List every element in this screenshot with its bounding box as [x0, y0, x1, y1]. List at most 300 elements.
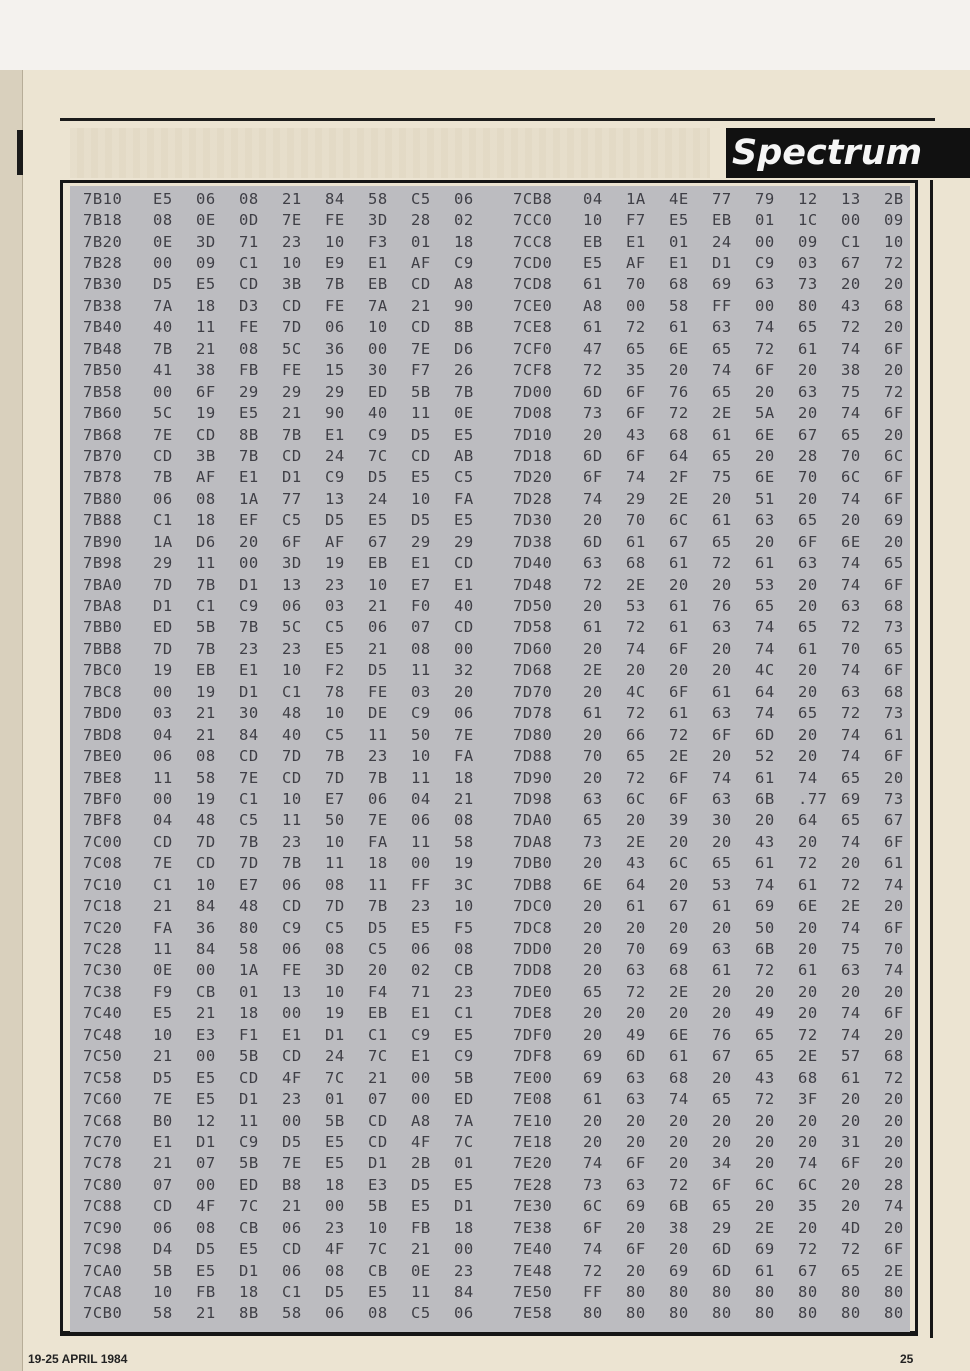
hex-byte: 02 — [454, 211, 474, 230]
hex-row — [83, 960, 497, 981]
hex-byte: 32 — [454, 661, 474, 680]
hex-byte: CD — [282, 1047, 302, 1066]
hex-byte: 4F — [325, 1240, 345, 1259]
hex-byte: 61 — [755, 554, 775, 573]
hex-byte: 06 — [282, 1261, 302, 1280]
hex-address: 7CA8 — [83, 1283, 123, 1302]
hex-byte: 11 — [282, 811, 302, 830]
hex-byte: 64 — [755, 682, 775, 701]
hex-byte: 66 — [626, 725, 646, 744]
hex-byte: 10 — [282, 789, 302, 808]
hex-byte: 69 — [755, 897, 775, 916]
hex-byte: 70 — [798, 468, 818, 487]
hex-byte: 0E — [411, 1261, 431, 1280]
issue-date: 19-25 APRIL 1984 — [28, 1352, 128, 1366]
hex-row — [513, 1303, 927, 1324]
hex-row — [513, 488, 927, 509]
hex-byte: 7B — [325, 747, 345, 766]
hex-byte: 72 — [755, 961, 775, 980]
hex-byte: 67 — [798, 425, 818, 444]
hex-byte: 6F — [669, 682, 689, 701]
hex-byte: 72 — [712, 554, 732, 573]
hex-byte: 00 — [626, 296, 646, 315]
hex-byte: 65 — [583, 811, 603, 830]
hex-byte: 74 — [884, 875, 904, 894]
hex-address: 7DF8 — [513, 1047, 553, 1066]
hex-byte: C1 — [196, 597, 216, 616]
hex-byte: C1 — [368, 1025, 388, 1044]
hex-byte: 7B — [196, 639, 216, 658]
hex-address: 7D88 — [513, 747, 553, 766]
hex-row — [513, 1153, 927, 1174]
hex-byte: 21 — [153, 1047, 173, 1066]
hex-byte: EB — [368, 1004, 388, 1023]
hex-byte: 69 — [841, 789, 861, 808]
hex-byte: F5 — [454, 918, 474, 937]
hex-address: 7B50 — [83, 361, 123, 380]
hex-row — [83, 1260, 497, 1281]
hex-byte: 76 — [712, 1025, 732, 1044]
hex-byte: 69 — [583, 1047, 603, 1066]
hex-byte: 61 — [712, 425, 732, 444]
hex-byte: C9 — [368, 425, 388, 444]
hex-byte: B0 — [153, 1111, 173, 1130]
hex-byte: 18 — [239, 1004, 259, 1023]
hex-byte: C9 — [282, 918, 302, 937]
hex-byte: E5 — [368, 511, 388, 530]
hex-byte: 20 — [755, 532, 775, 551]
hex-byte: 08 — [196, 1218, 216, 1237]
hex-byte: 6F — [884, 404, 904, 423]
hex-byte: 5B — [454, 1068, 474, 1087]
hex-byte: 61 — [712, 961, 732, 980]
hex-byte: 31 — [841, 1132, 861, 1151]
hex-byte: 43 — [755, 1068, 775, 1087]
hex-byte: 72 — [583, 575, 603, 594]
hex-byte: 08 — [411, 639, 431, 658]
hex-byte: D1 — [239, 1090, 259, 1109]
hex-byte: D5 — [153, 1068, 173, 1087]
hex-byte: 2E — [669, 982, 689, 1001]
hex-byte: 58 — [239, 940, 259, 959]
hex-byte: 04 — [411, 789, 431, 808]
hex-byte: DE — [368, 704, 388, 723]
hex-row — [83, 402, 497, 423]
hex-byte: F1 — [239, 1025, 259, 1044]
hex-byte: 20 — [669, 661, 689, 680]
hex-address: 7C58 — [83, 1068, 123, 1087]
hex-row — [83, 1238, 497, 1259]
hex-byte: 00 — [153, 682, 173, 701]
hex-address: 7E10 — [513, 1111, 553, 1130]
hex-byte: 01 — [411, 232, 431, 251]
hex-byte: 72 — [626, 318, 646, 337]
hex-byte: FF — [411, 875, 431, 894]
hex-byte: 10 — [583, 211, 603, 230]
hex-byte: 0E — [196, 211, 216, 230]
hex-address: 7E28 — [513, 1175, 553, 1194]
hex-address: 7E08 — [513, 1090, 553, 1109]
hex-byte: 00 — [755, 296, 775, 315]
hex-byte: 06 — [153, 747, 173, 766]
hex-byte: 6F — [669, 639, 689, 658]
hex-byte: 11 — [368, 875, 388, 894]
hex-byte: 36 — [325, 339, 345, 358]
hex-byte: 49 — [755, 1004, 775, 1023]
hex-byte: 74 — [583, 489, 603, 508]
hex-byte: 43 — [626, 425, 646, 444]
hex-byte: 06 — [153, 489, 173, 508]
hex-row — [83, 1110, 497, 1131]
hex-byte: 11 — [411, 1283, 431, 1302]
hex-byte: AF — [411, 254, 431, 273]
hex-byte: 20 — [755, 1197, 775, 1216]
hex-byte: 61 — [669, 618, 689, 637]
hex-byte: C1 — [239, 789, 259, 808]
hex-address: 7B88 — [83, 511, 123, 530]
hex-row — [83, 981, 497, 1002]
hex-byte: C5 — [411, 1304, 431, 1323]
hex-byte: 00 — [411, 1068, 431, 1087]
hex-row — [513, 188, 927, 209]
hex-address: 7D18 — [513, 446, 553, 465]
hex-byte: 36 — [196, 918, 216, 937]
hex-row — [83, 274, 497, 295]
hex-row — [513, 638, 927, 659]
hex-row — [513, 295, 927, 316]
hex-address: 7CB0 — [83, 1304, 123, 1323]
hex-row — [513, 617, 927, 638]
hex-byte: 74 — [583, 1154, 603, 1173]
hex-byte: F7 — [411, 361, 431, 380]
hex-byte: 6C — [841, 468, 861, 487]
hex-row — [83, 1067, 497, 1088]
hex-byte: 08 — [454, 811, 474, 830]
page-number: 25 — [900, 1352, 914, 1366]
hex-address: 7DA8 — [513, 832, 553, 851]
hex-address: 7CC0 — [513, 211, 553, 230]
hex-byte: 73 — [884, 618, 904, 637]
hex-byte: 40 — [454, 597, 474, 616]
hex-byte: 6F — [884, 747, 904, 766]
hex-byte: CD — [153, 446, 173, 465]
page-binding-fold — [0, 70, 22, 1371]
hex-byte: 7B — [325, 275, 345, 294]
hex-address: 7C08 — [83, 854, 123, 873]
hex-byte: 77 — [712, 189, 732, 208]
hex-address: 7BF8 — [83, 811, 123, 830]
hex-byte: 6F — [798, 532, 818, 551]
hex-byte: D4 — [153, 1240, 173, 1259]
hex-address: 7BC0 — [83, 661, 123, 680]
hex-byte: 6E — [798, 897, 818, 916]
hex-byte: 74 — [755, 639, 775, 658]
hex-byte: 49 — [626, 1025, 646, 1044]
hex-byte: CD — [282, 446, 302, 465]
hex-byte: 74 — [798, 768, 818, 787]
listing-right-rule — [930, 180, 933, 1338]
hex-byte: E5 — [239, 404, 259, 423]
hex-row — [83, 188, 497, 209]
hex-row — [513, 1024, 927, 1045]
hex-byte: 6F — [669, 789, 689, 808]
hex-address: 7C38 — [83, 982, 123, 1001]
hex-byte: 75 — [712, 468, 732, 487]
hex-byte: EF — [239, 511, 259, 530]
hex-row — [83, 381, 497, 402]
hex-address: 7D00 — [513, 382, 553, 401]
hex-byte: C9 — [454, 254, 474, 273]
hex-byte: 20 — [884, 1090, 904, 1109]
hex-byte: 20 — [626, 1261, 646, 1280]
hex-byte: 73 — [884, 704, 904, 723]
hex-byte: 72 — [669, 725, 689, 744]
hex-byte: 23 — [282, 832, 302, 851]
hex-row — [83, 703, 497, 724]
hex-byte: CD — [196, 854, 216, 873]
hex-byte: 74 — [841, 1004, 861, 1023]
hex-byte: 21 — [282, 1197, 302, 1216]
hex-byte: 50 — [411, 725, 431, 744]
hex-byte: 29 — [282, 382, 302, 401]
hex-byte: 07 — [411, 618, 431, 637]
hex-byte: 3F — [798, 1090, 818, 1109]
hex-byte: 06 — [454, 1304, 474, 1323]
hex-address: 7E58 — [513, 1304, 553, 1323]
hex-byte: 0D — [239, 211, 259, 230]
hex-byte: E1 — [669, 254, 689, 273]
hex-byte: 20 — [712, 639, 732, 658]
hex-byte: AF — [626, 254, 646, 273]
hex-byte: E1 — [153, 1132, 173, 1151]
hex-byte: 20 — [841, 275, 861, 294]
hex-byte: 06 — [411, 940, 431, 959]
hex-byte: 58 — [669, 296, 689, 315]
hex-byte: 03 — [153, 704, 173, 723]
hex-address: 7CF0 — [513, 339, 553, 358]
hex-row — [513, 1174, 927, 1195]
hex-row — [83, 810, 497, 831]
hex-byte: FA — [368, 832, 388, 851]
hex-byte: 15 — [325, 361, 345, 380]
hex-byte: 20 — [884, 1218, 904, 1237]
hex-byte: 29 — [712, 1218, 732, 1237]
hex-address: 7D70 — [513, 682, 553, 701]
hex-byte: CD — [368, 1111, 388, 1130]
hex-byte: CD — [282, 768, 302, 787]
hex-byte: 20 — [798, 1218, 818, 1237]
hex-byte: 20 — [884, 1111, 904, 1130]
hex-byte: 20 — [884, 425, 904, 444]
hex-byte: 1A — [153, 532, 173, 551]
hex-row — [83, 681, 497, 702]
hex-byte: 6F — [884, 832, 904, 851]
hex-byte: 20 — [583, 768, 603, 787]
hex-byte: 23 — [282, 232, 302, 251]
hex-byte: 20 — [798, 747, 818, 766]
hex-byte: C1 — [841, 232, 861, 251]
hex-address: 7E40 — [513, 1240, 553, 1259]
hex-byte: 20 — [841, 1175, 861, 1194]
hex-byte: CD — [368, 1132, 388, 1151]
hex-byte: 77 — [282, 489, 302, 508]
hex-address: 7B98 — [83, 554, 123, 573]
hex-byte: .77 — [798, 789, 828, 808]
hex-byte: 74 — [755, 704, 775, 723]
hex-byte: 23 — [411, 897, 431, 916]
hex-byte: 19 — [196, 789, 216, 808]
hex-byte: 1A — [626, 189, 646, 208]
hex-byte: D5 — [196, 1240, 216, 1259]
hex-byte: 69 — [884, 511, 904, 530]
hex-byte: 08 — [239, 339, 259, 358]
hex-byte: EB — [583, 232, 603, 251]
hex-byte: 5A — [755, 404, 775, 423]
hex-byte: CB — [239, 1218, 259, 1237]
hex-byte: 04 — [153, 725, 173, 744]
hex-byte: 20 — [712, 661, 732, 680]
hex-byte: 72 — [884, 382, 904, 401]
hex-byte: 6F — [626, 1154, 646, 1173]
hex-address: 7E38 — [513, 1218, 553, 1237]
hex-row — [83, 1281, 497, 1302]
hex-byte: 10 — [196, 875, 216, 894]
hex-byte: 74 — [841, 832, 861, 851]
hex-byte: 6F — [884, 1004, 904, 1023]
hex-byte: E5 — [669, 211, 689, 230]
hex-byte: 38 — [669, 1218, 689, 1237]
hex-byte: 6E — [669, 339, 689, 358]
hex-byte: 58 — [454, 832, 474, 851]
hex-byte: 68 — [884, 1047, 904, 1066]
hex-byte: 72 — [669, 404, 689, 423]
hex-byte: 10 — [368, 575, 388, 594]
hex-byte: 20 — [626, 1132, 646, 1151]
hex-row — [83, 574, 497, 595]
hex-byte: 6F — [626, 404, 646, 423]
hex-row — [83, 552, 497, 573]
hex-byte: FA — [454, 489, 474, 508]
hex-byte: 6D — [583, 382, 603, 401]
hex-byte: D1 — [239, 575, 259, 594]
hex-byte: 7C — [368, 1240, 388, 1259]
hex-byte: 3B — [196, 446, 216, 465]
margin-marker — [17, 130, 23, 175]
hex-byte: 71 — [239, 232, 259, 251]
hex-byte: E5 — [325, 1154, 345, 1173]
hex-row — [513, 938, 927, 959]
hex-byte: 08 — [153, 211, 173, 230]
hex-byte: C5 — [368, 940, 388, 959]
hex-byte: 65 — [712, 339, 732, 358]
hex-byte: 00 — [411, 1090, 431, 1109]
hex-row — [83, 1174, 497, 1195]
hex-byte: E7 — [325, 789, 345, 808]
hex-row — [83, 638, 497, 659]
hex-byte: 41 — [153, 361, 173, 380]
hex-address: 7CE0 — [513, 296, 553, 315]
hex-byte: 80 — [669, 1304, 689, 1323]
hex-byte: 74 — [626, 639, 646, 658]
hex-byte: 20 — [669, 1154, 689, 1173]
hex-byte: 7C — [325, 1068, 345, 1087]
hex-byte: 20 — [884, 1154, 904, 1173]
hex-byte: 2E — [583, 661, 603, 680]
hex-byte: 20 — [626, 661, 646, 680]
hex-byte: 20 — [669, 1004, 689, 1023]
hex-address: 7C78 — [83, 1154, 123, 1173]
hex-byte: 74 — [712, 768, 732, 787]
hex-byte: 2B — [884, 189, 904, 208]
hex-byte: 06 — [411, 811, 431, 830]
hex-byte: 20 — [583, 639, 603, 658]
hex-byte: 65 — [755, 1025, 775, 1044]
hex-byte: 7A — [153, 296, 173, 315]
hex-byte: AF — [196, 468, 216, 487]
hex-byte: E5 — [411, 1197, 431, 1216]
hex-row — [83, 853, 497, 874]
hex-byte: 07 — [153, 1175, 173, 1194]
hex-address: 7CD8 — [513, 275, 553, 294]
hex-byte: 20 — [583, 682, 603, 701]
hex-row — [83, 1003, 497, 1024]
hex-address: 7C28 — [83, 940, 123, 959]
hex-byte: 5C — [282, 339, 302, 358]
hex-byte: 74 — [669, 1090, 689, 1109]
hex-byte: 69 — [626, 1197, 646, 1216]
hex-byte: 20 — [798, 597, 818, 616]
hex-byte: CD — [239, 747, 259, 766]
hex-byte: 20 — [798, 575, 818, 594]
hex-byte: 08 — [196, 489, 216, 508]
hex-byte: 10 — [325, 232, 345, 251]
hex-byte: 04 — [153, 811, 173, 830]
hex-byte: 08 — [196, 747, 216, 766]
hex-byte: 6C — [669, 854, 689, 873]
hex-byte: 06 — [368, 618, 388, 637]
hex-byte: 7B — [282, 854, 302, 873]
hex-byte: 72 — [669, 1175, 689, 1194]
hex-byte: 18 — [454, 768, 474, 787]
hex-byte: 57 — [841, 1047, 861, 1066]
hex-byte: 6E — [583, 875, 603, 894]
hex-byte: 6F — [755, 361, 775, 380]
hex-byte: 61 — [583, 618, 603, 637]
hex-byte: 20 — [798, 361, 818, 380]
hex-address: 7B48 — [83, 339, 123, 358]
hex-byte: 0E — [153, 232, 173, 251]
hex-byte: 67 — [841, 254, 861, 273]
hex-byte: 10 — [282, 661, 302, 680]
hex-address: 7DD0 — [513, 940, 553, 959]
section-tab: Spectrum — [726, 128, 970, 178]
hex-byte: 80 — [626, 1283, 646, 1302]
hex-byte: 20 — [884, 275, 904, 294]
hex-byte: 7D — [153, 575, 173, 594]
hex-byte: 6F — [884, 1240, 904, 1259]
hex-byte: 4F — [411, 1132, 431, 1151]
hex-byte: CD — [153, 832, 173, 851]
hex-byte: 06 — [153, 1218, 173, 1237]
hex-address: 7B28 — [83, 254, 123, 273]
hex-address: 7B58 — [83, 382, 123, 401]
hex-byte: E5 — [368, 1283, 388, 1302]
hex-byte: 06 — [325, 1304, 345, 1323]
hex-byte: 06 — [282, 940, 302, 959]
hex-byte: CD — [454, 618, 474, 637]
hex-address: 7DB0 — [513, 854, 553, 873]
hex-address: 7C70 — [83, 1132, 123, 1151]
